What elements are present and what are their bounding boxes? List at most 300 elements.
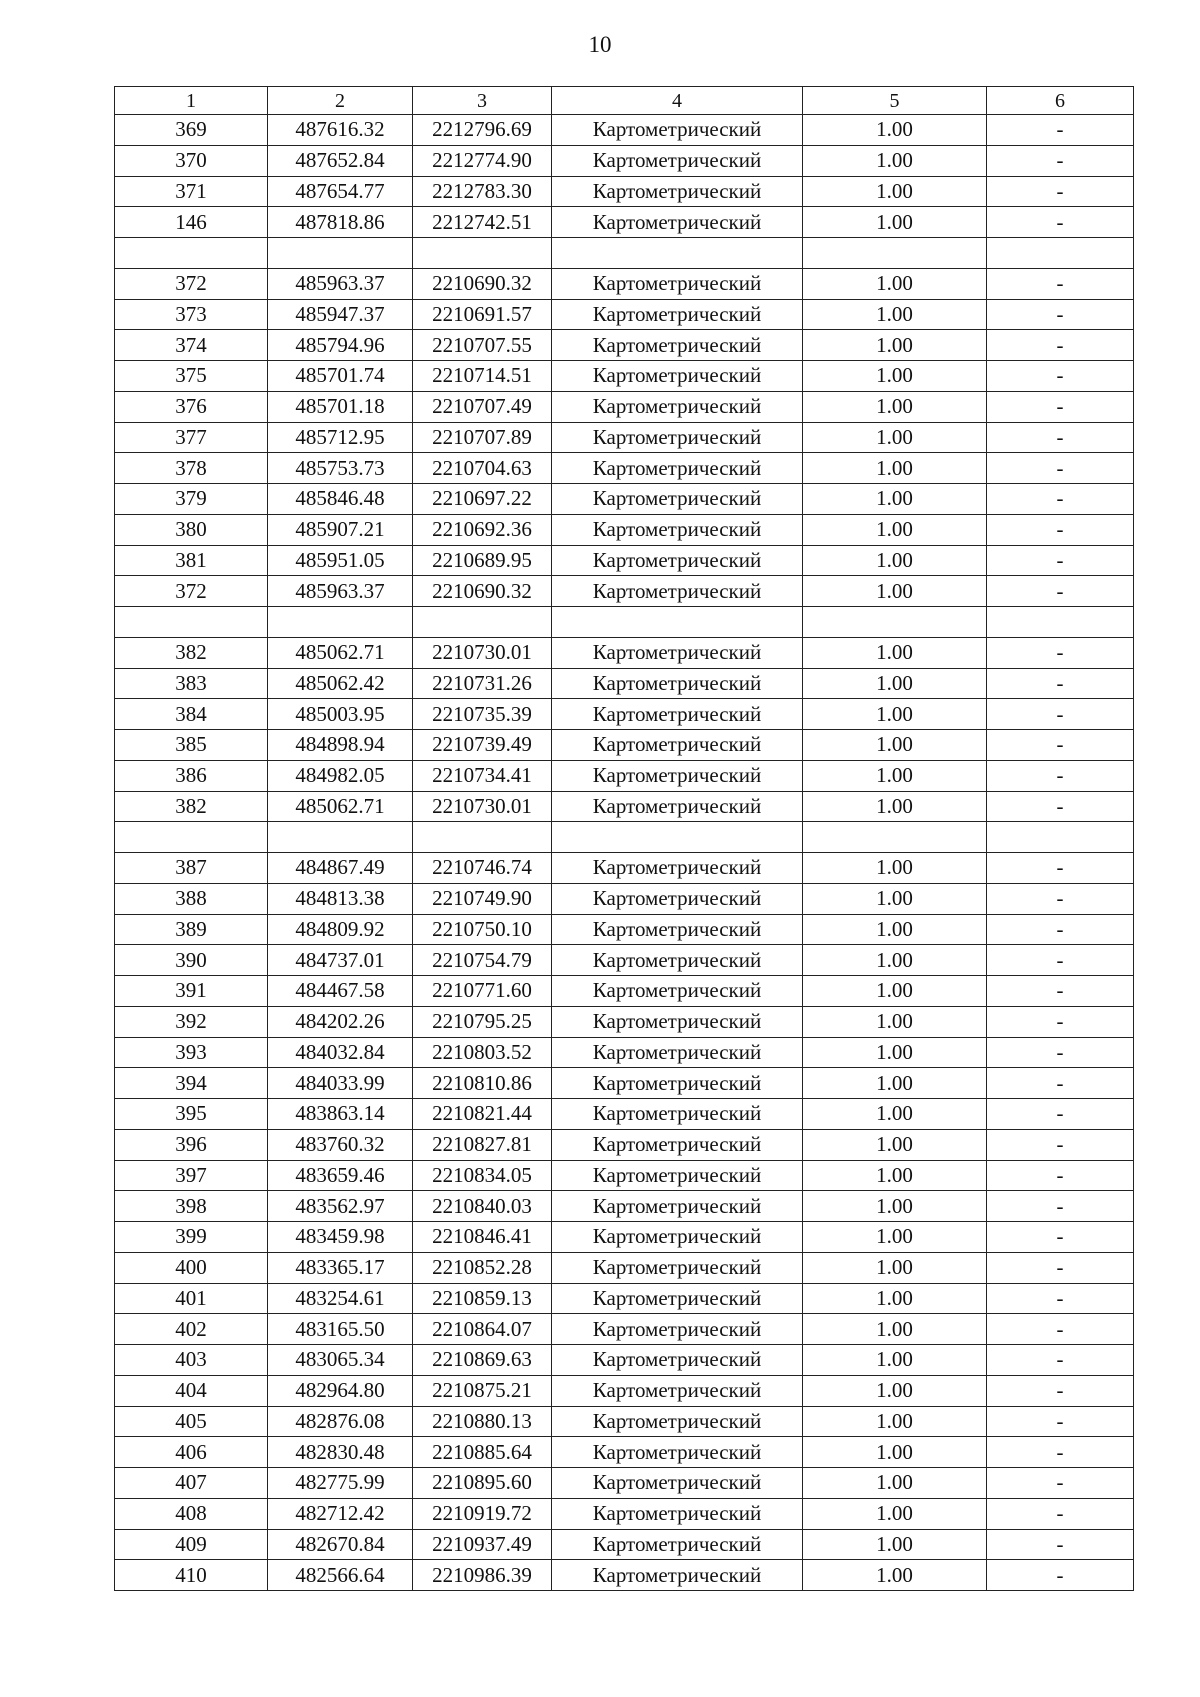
column-header: 6 <box>987 87 1134 115</box>
table-cell: - <box>987 730 1134 761</box>
table-cell: - <box>987 791 1134 822</box>
table-cell: 487652.84 <box>268 145 413 176</box>
table-cell: Картометрический <box>552 1252 803 1283</box>
table-row <box>115 607 1134 638</box>
table-cell: 372 <box>115 268 268 299</box>
table-cell: - <box>987 945 1134 976</box>
table-cell: 404 <box>115 1375 268 1406</box>
table-row <box>115 268 1134 299</box>
table-cell: 484202.26 <box>268 1006 413 1037</box>
table-cell: - <box>987 484 1134 515</box>
table-cell: 1.00 <box>803 1437 987 1468</box>
table-cell: 2210754.79 <box>413 945 552 976</box>
table-cell: 1.00 <box>803 1560 987 1591</box>
table-cell <box>987 822 1134 853</box>
table-cell: 485947.37 <box>268 299 413 330</box>
table-row <box>115 730 1134 761</box>
table-cell: 2210810.86 <box>413 1068 552 1099</box>
table-cell: 382 <box>115 637 268 668</box>
table-cell: 395 <box>115 1099 268 1130</box>
table-cell: 482670.84 <box>268 1529 413 1560</box>
table-cell <box>803 238 987 269</box>
table-cell: 384 <box>115 699 268 730</box>
table-cell: 482830.48 <box>268 1437 413 1468</box>
table-cell: 1.00 <box>803 791 987 822</box>
table-cell: 1.00 <box>803 1037 987 1068</box>
table-cell: 1.00 <box>803 945 987 976</box>
table-cell: 1.00 <box>803 145 987 176</box>
table-cell <box>268 238 413 269</box>
table-cell <box>552 238 803 269</box>
table-cell: 392 <box>115 1006 268 1037</box>
table-cell: 2210704.63 <box>413 453 552 484</box>
table-cell: 1.00 <box>803 361 987 392</box>
table-cell: 2210692.36 <box>413 514 552 545</box>
table-cell: 1.00 <box>803 1468 987 1499</box>
table-cell: Картометрический <box>552 268 803 299</box>
table-row <box>115 1129 1134 1160</box>
table-cell: 383 <box>115 668 268 699</box>
table-row <box>115 1283 1134 1314</box>
table-cell: 2210750.10 <box>413 914 552 945</box>
table-cell: 1.00 <box>803 1099 987 1130</box>
table-cell: - <box>987 145 1134 176</box>
table-cell: - <box>987 1375 1134 1406</box>
table-cell: 487654.77 <box>268 176 413 207</box>
table-cell: 485062.71 <box>268 791 413 822</box>
table-row <box>115 1252 1134 1283</box>
table-cell: 485794.96 <box>268 330 413 361</box>
table-cell: 2210803.52 <box>413 1037 552 1068</box>
table-cell: Картометрический <box>552 207 803 238</box>
table-cell: 2210852.28 <box>413 1252 552 1283</box>
table-cell: 1.00 <box>803 1006 987 1037</box>
table-cell: 385 <box>115 730 268 761</box>
table-header-row <box>115 87 1134 115</box>
table-cell <box>803 607 987 638</box>
table-cell: - <box>987 576 1134 607</box>
table-row <box>115 1529 1134 1560</box>
table-cell: 484033.99 <box>268 1068 413 1099</box>
table-cell: Картометрический <box>552 1068 803 1099</box>
table-cell: 1.00 <box>803 1068 987 1099</box>
table-row <box>115 207 1134 238</box>
table-cell: - <box>987 1099 1134 1130</box>
table-row <box>115 1068 1134 1099</box>
table-cell: 1.00 <box>803 545 987 576</box>
table-cell: 2212796.69 <box>413 115 552 146</box>
table-cell: 485062.71 <box>268 637 413 668</box>
table-cell: Картометрический <box>552 1560 803 1591</box>
table-row <box>115 145 1134 176</box>
table-cell: 374 <box>115 330 268 361</box>
table-cell: Картометрический <box>552 1037 803 1068</box>
table-cell <box>987 238 1134 269</box>
table-cell: 482964.80 <box>268 1375 413 1406</box>
table-cell: - <box>987 514 1134 545</box>
table-cell: 482775.99 <box>268 1468 413 1499</box>
table-cell: 410 <box>115 1560 268 1591</box>
table-cell: 483165.50 <box>268 1314 413 1345</box>
table-cell <box>115 607 268 638</box>
table-cell: Картометрический <box>552 668 803 699</box>
table-cell: Картометрический <box>552 699 803 730</box>
table-row <box>115 914 1134 945</box>
table-row <box>115 299 1134 330</box>
table-cell: 487616.32 <box>268 115 413 146</box>
table-cell: 2210707.49 <box>413 391 552 422</box>
table-row <box>115 1099 1134 1130</box>
table-cell: 2210730.01 <box>413 791 552 822</box>
table-cell: 2210697.22 <box>413 484 552 515</box>
table-cell: 2210707.89 <box>413 422 552 453</box>
table-cell: 380 <box>115 514 268 545</box>
table-cell: 485963.37 <box>268 576 413 607</box>
table-cell: - <box>987 1406 1134 1437</box>
table-cell: Картометрический <box>552 176 803 207</box>
table-cell: Картометрический <box>552 1468 803 1499</box>
table-cell: - <box>987 422 1134 453</box>
table-cell: 2210869.63 <box>413 1345 552 1376</box>
table-cell: 407 <box>115 1468 268 1499</box>
table-cell: - <box>987 299 1134 330</box>
table-cell: 403 <box>115 1345 268 1376</box>
table-cell: 2210859.13 <box>413 1283 552 1314</box>
table-row <box>115 115 1134 146</box>
table-cell: Картометрический <box>552 391 803 422</box>
table-cell: Картометрический <box>552 760 803 791</box>
column-header: 3 <box>413 87 552 115</box>
table-row <box>115 330 1134 361</box>
table-cell <box>115 822 268 853</box>
table-cell: 2212774.90 <box>413 145 552 176</box>
table-cell: 1.00 <box>803 268 987 299</box>
table-cell: 2210885.64 <box>413 1437 552 1468</box>
table-cell: 1.00 <box>803 853 987 884</box>
table-cell: 1.00 <box>803 1406 987 1437</box>
table-cell: - <box>987 699 1134 730</box>
table-cell: - <box>987 1283 1134 1314</box>
table-cell: - <box>987 1498 1134 1529</box>
table-cell: 485701.74 <box>268 361 413 392</box>
table-cell: Картометрический <box>552 637 803 668</box>
table-cell <box>413 822 552 853</box>
table-cell: - <box>987 1160 1134 1191</box>
table-row <box>115 1222 1134 1253</box>
table-cell <box>803 822 987 853</box>
table-cell: 1.00 <box>803 760 987 791</box>
table-cell: Картометрический <box>552 914 803 945</box>
table-cell: Картометрический <box>552 1129 803 1160</box>
table-cell: 483459.98 <box>268 1222 413 1253</box>
table-row <box>115 637 1134 668</box>
table-cell: 483365.17 <box>268 1252 413 1283</box>
table-cell: - <box>987 1191 1134 1222</box>
table-cell <box>413 607 552 638</box>
table-row <box>115 484 1134 515</box>
table-cell: 484809.92 <box>268 914 413 945</box>
table-cell: 483863.14 <box>268 1099 413 1130</box>
table-cell: 2210689.95 <box>413 545 552 576</box>
table-cell: 1.00 <box>803 207 987 238</box>
table-cell: 1.00 <box>803 1345 987 1376</box>
table-row <box>115 1160 1134 1191</box>
table-cell: - <box>987 361 1134 392</box>
column-header: 4 <box>552 87 803 115</box>
table-row <box>115 883 1134 914</box>
table-cell: Картометрический <box>552 883 803 914</box>
table-row <box>115 1037 1134 1068</box>
table-cell: - <box>987 453 1134 484</box>
table-cell <box>268 607 413 638</box>
table-cell: Картометрический <box>552 730 803 761</box>
column-header: 2 <box>268 87 413 115</box>
table-cell: - <box>987 1037 1134 1068</box>
table-cell: Картометрический <box>552 1191 803 1222</box>
table-cell: 484867.49 <box>268 853 413 884</box>
table-row <box>115 453 1134 484</box>
table-cell: Картометрический <box>552 1099 803 1130</box>
table-cell: - <box>987 545 1134 576</box>
table-cell: - <box>987 1252 1134 1283</box>
table-body <box>115 87 1134 1591</box>
table-cell: 485712.95 <box>268 422 413 453</box>
table-cell: Картометрический <box>552 1345 803 1376</box>
table-cell: 2210746.74 <box>413 853 552 884</box>
table-cell: 485701.18 <box>268 391 413 422</box>
table-cell: 2210690.32 <box>413 576 552 607</box>
table-cell: 1.00 <box>803 330 987 361</box>
table-cell: 2210821.44 <box>413 1099 552 1130</box>
table-cell: Картометрический <box>552 330 803 361</box>
table-cell: 1.00 <box>803 115 987 146</box>
table-row <box>115 791 1134 822</box>
table-row <box>115 422 1134 453</box>
table-cell: 487818.86 <box>268 207 413 238</box>
table-cell: 1.00 <box>803 514 987 545</box>
table-cell: 2210846.41 <box>413 1222 552 1253</box>
table-cell: 484982.05 <box>268 760 413 791</box>
table-cell: 485846.48 <box>268 484 413 515</box>
table-cell: 485963.37 <box>268 268 413 299</box>
table-row <box>115 514 1134 545</box>
table-cell: 482566.64 <box>268 1560 413 1591</box>
table-cell: Картометрический <box>552 1529 803 1560</box>
table-cell: 373 <box>115 299 268 330</box>
table-cell: - <box>987 760 1134 791</box>
table-cell: 388 <box>115 883 268 914</box>
table-cell: 1.00 <box>803 637 987 668</box>
table-cell: - <box>987 1068 1134 1099</box>
table-cell: 1.00 <box>803 1314 987 1345</box>
table-cell: 2210827.81 <box>413 1129 552 1160</box>
table-row <box>115 853 1134 884</box>
table-cell: Картометрический <box>552 976 803 1007</box>
table-row <box>115 1006 1134 1037</box>
table-cell: 1.00 <box>803 576 987 607</box>
table-cell: 370 <box>115 145 268 176</box>
table-cell: 401 <box>115 1283 268 1314</box>
table-row <box>115 1406 1134 1437</box>
table-cell <box>552 822 803 853</box>
table-cell: 405 <box>115 1406 268 1437</box>
table-cell: 369 <box>115 115 268 146</box>
table-cell: 1.00 <box>803 1252 987 1283</box>
table-cell: Картометрический <box>552 1222 803 1253</box>
table-cell: 1.00 <box>803 1375 987 1406</box>
table-cell: 386 <box>115 760 268 791</box>
table-cell <box>115 238 268 269</box>
table-cell: 485062.42 <box>268 668 413 699</box>
table-cell: 2210840.03 <box>413 1191 552 1222</box>
table-cell: 484813.38 <box>268 883 413 914</box>
table-cell: 2210735.39 <box>413 699 552 730</box>
table-cell: 396 <box>115 1129 268 1160</box>
table-cell: Картометрический <box>552 791 803 822</box>
table-cell: - <box>987 1437 1134 1468</box>
table-cell: 2210749.90 <box>413 883 552 914</box>
table-cell: 381 <box>115 545 268 576</box>
table-cell: Картометрический <box>552 945 803 976</box>
table-cell: 378 <box>115 453 268 484</box>
table-row <box>115 1498 1134 1529</box>
column-header: 5 <box>803 87 987 115</box>
table-cell: Картометрический <box>552 1406 803 1437</box>
table-cell: 484898.94 <box>268 730 413 761</box>
table-cell: 2210690.32 <box>413 268 552 299</box>
table-cell: Картометрический <box>552 361 803 392</box>
table-cell: 1.00 <box>803 391 987 422</box>
table-cell: 2210707.55 <box>413 330 552 361</box>
table-row <box>115 1437 1134 1468</box>
table-cell: 2210730.01 <box>413 637 552 668</box>
table-cell: 1.00 <box>803 1191 987 1222</box>
table-cell: - <box>987 207 1134 238</box>
table-cell: Картометрический <box>552 145 803 176</box>
table-cell: 1.00 <box>803 883 987 914</box>
table-cell: Картометрический <box>552 422 803 453</box>
table-cell: Картометрический <box>552 453 803 484</box>
table-cell: - <box>987 1560 1134 1591</box>
table-cell: 399 <box>115 1222 268 1253</box>
coordinates-table <box>114 86 1134 1591</box>
table-cell: Картометрический <box>552 1437 803 1468</box>
table-cell: 376 <box>115 391 268 422</box>
table-cell: Картометрический <box>552 484 803 515</box>
table-cell: 2210795.25 <box>413 1006 552 1037</box>
table-cell: 483065.34 <box>268 1345 413 1376</box>
table-cell: 398 <box>115 1191 268 1222</box>
table-cell: 389 <box>115 914 268 945</box>
table-cell: 2210714.51 <box>413 361 552 392</box>
table-cell: Картометрический <box>552 576 803 607</box>
table-cell <box>987 607 1134 638</box>
table-row <box>115 1345 1134 1376</box>
table-cell: 485003.95 <box>268 699 413 730</box>
table-cell: 2210734.41 <box>413 760 552 791</box>
table-cell: 1.00 <box>803 299 987 330</box>
table-cell: - <box>987 115 1134 146</box>
table-cell: 2210880.13 <box>413 1406 552 1437</box>
table-cell: 1.00 <box>803 1160 987 1191</box>
table-cell: Картометрический <box>552 1006 803 1037</box>
table-cell: 1.00 <box>803 730 987 761</box>
table-cell: 400 <box>115 1252 268 1283</box>
table-cell: 402 <box>115 1314 268 1345</box>
table-cell: Картометрический <box>552 1375 803 1406</box>
table-row <box>115 945 1134 976</box>
table-cell: 1.00 <box>803 1498 987 1529</box>
table-row <box>115 1468 1134 1499</box>
table-cell: 2210864.07 <box>413 1314 552 1345</box>
table-row <box>115 1560 1134 1591</box>
table-cell <box>552 607 803 638</box>
table-cell: 375 <box>115 361 268 392</box>
table-row <box>115 976 1134 1007</box>
table-cell: 1.00 <box>803 1529 987 1560</box>
table-cell: Картометрический <box>552 1160 803 1191</box>
table-cell: 484032.84 <box>268 1037 413 1068</box>
table-cell: - <box>987 883 1134 914</box>
table-cell: 485753.73 <box>268 453 413 484</box>
table-cell: 1.00 <box>803 668 987 699</box>
table-cell: 408 <box>115 1498 268 1529</box>
table-row <box>115 176 1134 207</box>
table-row <box>115 361 1134 392</box>
table-cell: 483659.46 <box>268 1160 413 1191</box>
table-cell: 2210875.21 <box>413 1375 552 1406</box>
table-cell: 1.00 <box>803 976 987 1007</box>
table-cell: 2210771.60 <box>413 976 552 1007</box>
table-cell: 1.00 <box>803 1222 987 1253</box>
table-cell <box>268 822 413 853</box>
table-cell: 1.00 <box>803 699 987 730</box>
table-cell: - <box>987 668 1134 699</box>
table-cell: 482876.08 <box>268 1406 413 1437</box>
table-cell: - <box>987 1006 1134 1037</box>
table-cell: Картометрический <box>552 1283 803 1314</box>
table-cell: Картометрический <box>552 299 803 330</box>
table-cell: 485907.21 <box>268 514 413 545</box>
table-cell: Картометрический <box>552 853 803 884</box>
table-cell: - <box>987 268 1134 299</box>
table-cell: - <box>987 1529 1134 1560</box>
table-cell: - <box>987 176 1134 207</box>
table-cell: 2210739.49 <box>413 730 552 761</box>
table-cell: - <box>987 1314 1134 1345</box>
table-cell: Картометрический <box>552 514 803 545</box>
table-row <box>115 545 1134 576</box>
table-cell: 146 <box>115 207 268 238</box>
table-cell: 382 <box>115 791 268 822</box>
table-row <box>115 391 1134 422</box>
table-row <box>115 822 1134 853</box>
column-header: 1 <box>115 87 268 115</box>
table-cell: 1.00 <box>803 914 987 945</box>
table-cell: - <box>987 1468 1134 1499</box>
table-cell: Картометрический <box>552 545 803 576</box>
table-cell: Картометрический <box>552 1498 803 1529</box>
table-cell: 2210691.57 <box>413 299 552 330</box>
table-cell: - <box>987 914 1134 945</box>
table-cell: 390 <box>115 945 268 976</box>
table-cell: 483254.61 <box>268 1283 413 1314</box>
table-cell: 1.00 <box>803 453 987 484</box>
table-cell: 387 <box>115 853 268 884</box>
table-cell: 394 <box>115 1068 268 1099</box>
table-cell: 391 <box>115 976 268 1007</box>
table-cell: Картометрический <box>552 1314 803 1345</box>
